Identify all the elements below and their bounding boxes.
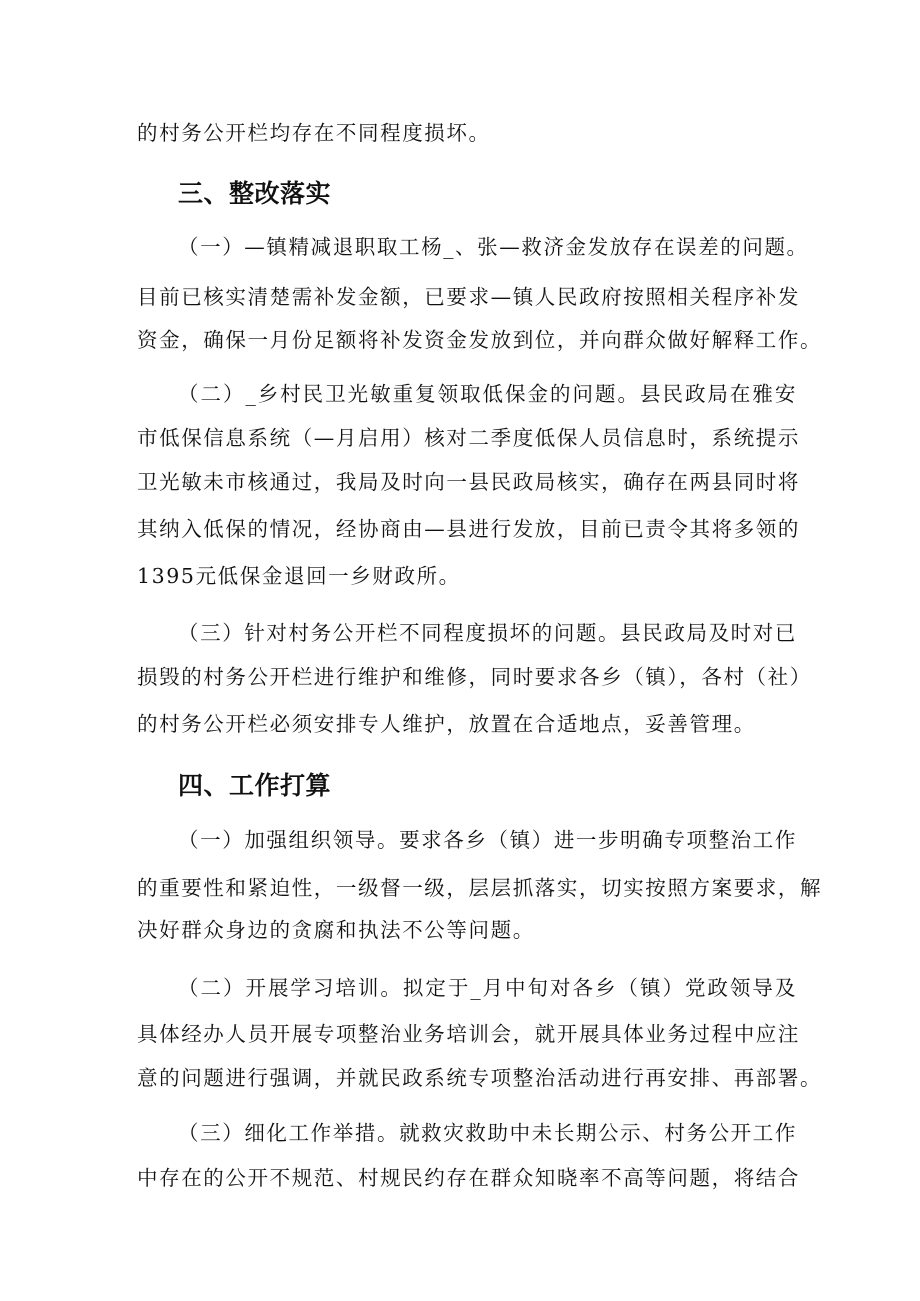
paragraph-line: （一）—镇精减退职取工杨_、张—救济金发放存在误差的问题。 [178, 235, 809, 259]
paragraph-line: （三）针对村务公开栏不同程度损坏的问题。县民政局及时对已 [178, 621, 797, 645]
paragraph-line: 1395元低保金退回一乡财政所。 [137, 564, 461, 588]
paragraph-line: 具体经办人员开展专项整治业务培训会，就开展具体业务过程中应注 [137, 1022, 800, 1046]
paragraph-line: （二）_乡村民卫光敏重复领取低保金的问题。县民政局在雅安 [178, 382, 797, 406]
paragraph-line: 资金，确保一月份足额将补发资金发放到位，并向群众做好解释工作。 [137, 328, 823, 352]
paragraph-line: 决好群众身边的贪腐和执法不公等问题。 [137, 918, 535, 942]
paragraph-line: 目前已核实清楚需补发金额，已要求—镇人民政府按照相关程序补发 [137, 285, 800, 309]
paragraph-line: 卫光敏未市核通过，我局及时向一县民政局核实，确存在两县同时将 [137, 470, 800, 494]
paragraph-line: 的村务公开栏必须安排专人维护，放置在合适地点，妥善管理。 [137, 712, 756, 736]
paragraph-line: （二）开展学习培训。拟定于_月中旬对各乡（镇）党政领导及 [178, 976, 797, 1000]
paragraph-line: （三）细化工作举措。就救灾救助中未长期公示、村务公开工作 [178, 1121, 797, 1145]
paragraph-line: 中存在的公开不规范、村规民约存在群众知晓率不高等问题，将结合 [137, 1166, 800, 1190]
paragraph-line: 的重要性和紧迫性，一级督一级，层层抓落实，切实按照方案要求，解 [137, 876, 823, 900]
paragraph-line: 其纳入低保的情况，经协商由—县进行发放，目前已责令其将多领的 [137, 517, 800, 541]
paragraph-line: 市低保信息系统（—月启用）核对二季度低保人员信息时，系统提示 [137, 426, 800, 450]
paragraph-line: 的村务公开栏均存在不同程度损坏。 [137, 121, 491, 145]
section-heading-4: 四、工作打算 [178, 771, 332, 800]
paragraph-line: 意的问题进行强调，并就民政系统专项整治活动进行再安排、再部署。 [137, 1066, 823, 1090]
section-heading-3: 三、整改落实 [178, 179, 332, 208]
paragraph-line: （一）加强组织领导。要求各乡（镇）进一步明确专项整治工作 [178, 828, 797, 852]
paragraph-line: 损毁的村务公开栏进行维护和维修，同时要求各乡（镇），各村（社） [137, 665, 812, 689]
